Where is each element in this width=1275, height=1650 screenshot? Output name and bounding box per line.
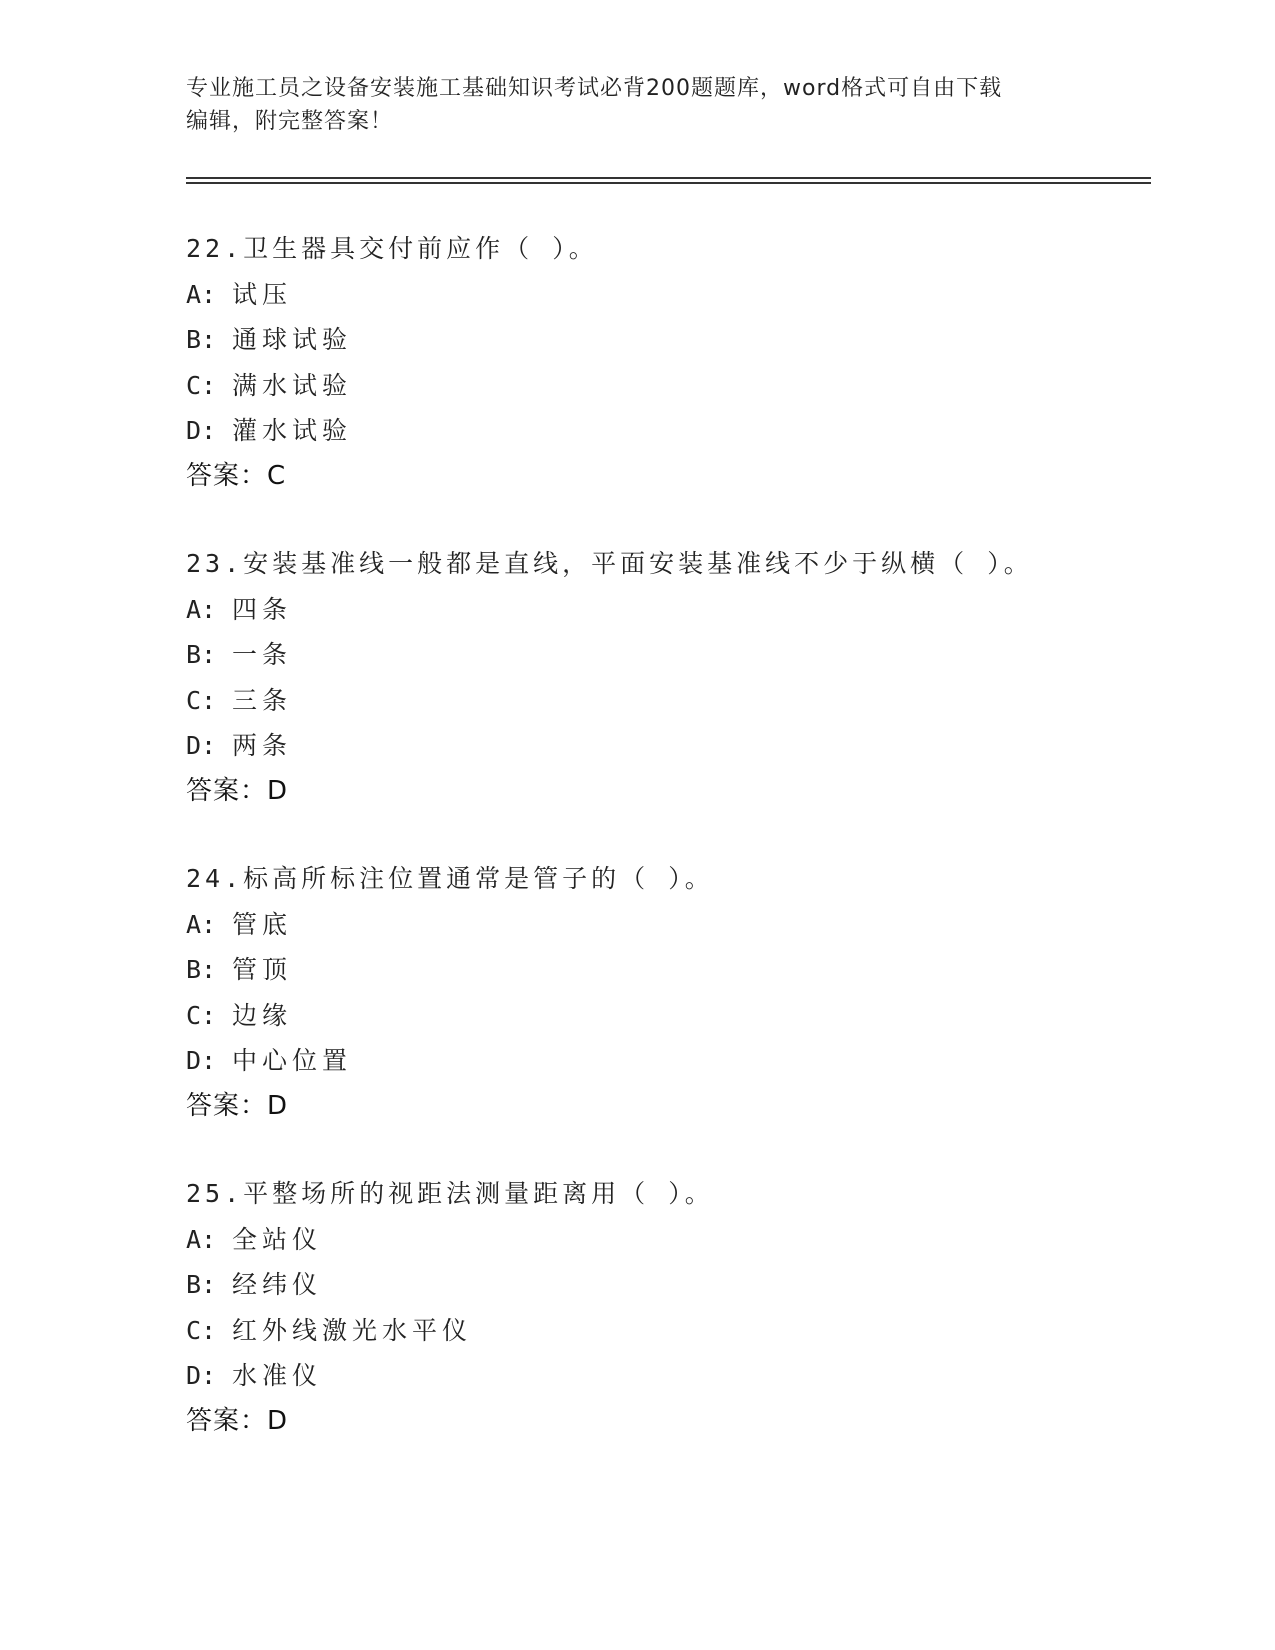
answer-line: 答案：C [186, 460, 287, 491]
option-c [186, 1308, 1166, 1354]
option-a [186, 587, 1166, 633]
option-letter: D: [186, 731, 217, 760]
option-letter: A: [186, 594, 217, 624]
option-letter: A: [186, 279, 217, 309]
header-line-1: 专业施工员之设备安装施工基础知识考试必背200题题库，word格式可自由下载 [186, 76, 1003, 101]
option-b [186, 1262, 1166, 1308]
option-letter: B: [186, 640, 217, 669]
option-letter: D: [186, 1361, 217, 1390]
option-text: 管顶 [232, 955, 293, 984]
option-letter: C: [186, 370, 217, 400]
option-letter: C: [186, 685, 217, 715]
option-d [186, 723, 1166, 769]
question-22 [186, 226, 1166, 499]
option-letter: B: [186, 325, 217, 354]
header-divider-top [186, 177, 1151, 179]
option-text: 管底 [232, 909, 293, 939]
option-c [186, 678, 1166, 724]
option-d [186, 1353, 1166, 1399]
option-text: 一条 [232, 640, 293, 669]
option-c [186, 363, 1166, 409]
option-text: 两条 [232, 731, 293, 760]
option-d [186, 408, 1166, 454]
header-line-2: 编辑，附完整答案！ [186, 109, 394, 134]
option-letter: B: [186, 955, 217, 984]
answer-line: 答案：D [186, 1405, 289, 1436]
answer-line: 答案：D [186, 1090, 289, 1121]
option-a [186, 902, 1166, 948]
option-text: 水准仪 [232, 1361, 323, 1390]
option-a [186, 272, 1166, 318]
question-stem: 22.卫生器具交付前应作（ ）。 [186, 234, 598, 263]
option-text: 全站仪 [232, 1224, 323, 1254]
option-d [186, 1038, 1166, 1084]
question-stem: 23.安装基准线一般都是直线，平面安装基准线不少于纵横（ ）。 [186, 549, 1033, 578]
option-text: 灌水试验 [232, 416, 353, 445]
option-letter: A: [186, 909, 217, 939]
question-24 [186, 856, 1166, 1129]
option-b [186, 317, 1166, 363]
option-b [186, 632, 1166, 678]
question-stem: 24.标高所标注位置通常是管子的（ ）。 [186, 864, 714, 893]
option-text: 四条 [232, 594, 293, 624]
option-text: 三条 [232, 685, 293, 715]
question-25 [186, 1171, 1166, 1444]
option-letter: C: [186, 1315, 217, 1345]
option-c [186, 993, 1166, 1039]
option-text: 经纬仪 [232, 1270, 323, 1299]
question-stem: 25.平整场所的视距法测量距离用（ ）。 [186, 1179, 714, 1208]
option-text: 满水试验 [232, 370, 353, 400]
option-text: 中心位置 [232, 1046, 353, 1075]
option-letter: B: [186, 1270, 217, 1299]
document-header [186, 72, 1066, 138]
option-letter: D: [186, 1046, 217, 1075]
header-divider-bottom [186, 182, 1151, 184]
option-a [186, 1217, 1166, 1263]
option-b [186, 947, 1166, 993]
answer-line: 答案：D [186, 775, 289, 806]
question-23 [186, 541, 1166, 814]
option-text: 红外线激光水平仪 [232, 1315, 473, 1345]
option-letter: D: [186, 416, 217, 445]
option-text: 边缘 [232, 1000, 293, 1030]
option-letter: C: [186, 1000, 217, 1030]
option-text: 试压 [232, 279, 293, 309]
option-letter: A: [186, 1224, 217, 1254]
option-text: 通球试验 [232, 325, 353, 354]
